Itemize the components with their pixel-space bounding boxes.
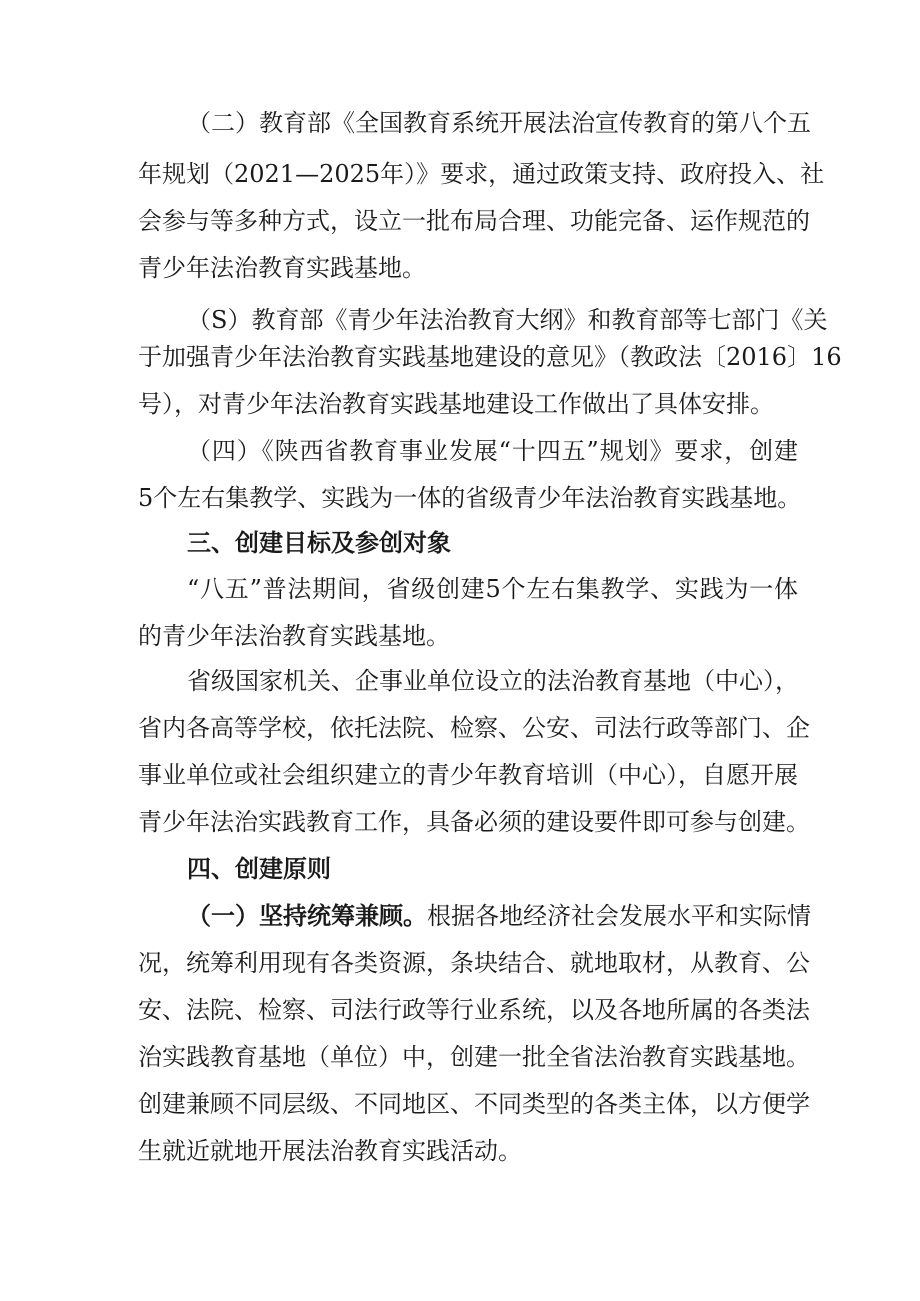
paragraph-line: 事业单位或社会组织建立的青少年教育培训（中心），自愿开展 (138, 761, 798, 789)
paragraph-line: 创建兼顾不同层级、不同地区、不同类型的各类主体，以方便学 (138, 1090, 810, 1118)
paragraph-line: 青少年法治实践教育工作，具备必须的建设要件即可参与创建。 (138, 808, 810, 836)
paragraph-line: （S）教育部《青少年法治教育大纲》和教育部等七部门《关 (187, 306, 828, 334)
paragraph-line: 况，统筹利用现有各类资源，条块结合、就地取材，从教育、公 (138, 949, 810, 977)
paragraph-line: 青少年法治教育实践基地。 (138, 254, 426, 282)
paragraph-line: 号），对青少年法治教育实践基地建设工作做出了具体安排。 (138, 390, 774, 418)
paragraph-text: 根据各地经济社会发展水平和实际情 (427, 902, 811, 930)
paragraph-line (187, 901, 811, 931)
section-heading: 三、创建目标及参创对象 (187, 529, 451, 557)
paragraph-line: 治实践教育基地（单位）中，创建一批全省法治教育实践基地。 (138, 1043, 810, 1071)
paragraph-line: 的青少年法治教育实践基地。 (138, 622, 450, 650)
paragraph-line: 安、法院、检察、司法行政等行业系统，以及各地所属的各类法 (138, 996, 810, 1024)
paragraph-line: 5个左右集教学、实践为一体的省级青少年法治教育实践基地。 (138, 484, 802, 512)
paragraph-line: 年规划（2021—2025年）》要求，通过政策支持、政府投入、社 (138, 160, 825, 188)
paragraph-line: （四）《陕西省教育事业发展“十四五”规划》要求，创建 (187, 437, 798, 465)
section-heading: 四、创建原则 (187, 855, 331, 883)
paragraph-line: 于加强青少年法治教育实践基地建设的意见》（教政法〔2016〕16 (138, 343, 842, 371)
paragraph-line: 省内各高等学校，依托法院、检察、公安、司法行政等部门、企 (138, 714, 810, 742)
bold-lead-text: （一）坚持统筹兼顾。 (187, 902, 427, 930)
paragraph-line: 省级国家机关、企事业单位设立的法治教育基地（中心）， (187, 667, 799, 695)
paragraph-line: 生就近就地开展法治教育实践活动。 (138, 1137, 522, 1165)
paragraph-line: （二）教育部《全国教育系统开展法治宣传教育的第八个五 (187, 109, 811, 137)
paragraph-line: “八五”普法期间，省级创建5个左右集教学、实践为一体 (187, 575, 798, 603)
paragraph-line: 会参与等多种方式，设立一批布局合理、功能完备、运作规范的 (138, 207, 810, 235)
